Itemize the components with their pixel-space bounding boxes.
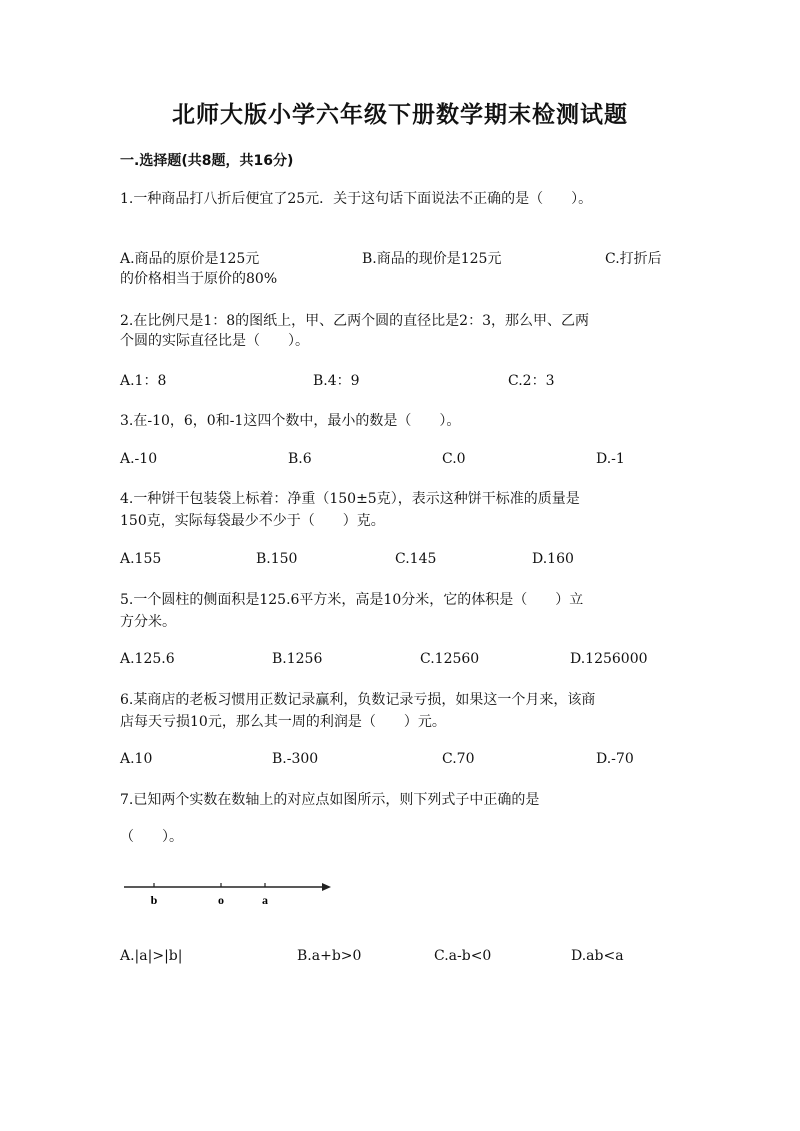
- question-3-stem: 3.在-10，6，0和-1这四个数中，最小的数是（ ）。: [120, 413, 461, 429]
- question-4-option-d[interactable]: D.160: [532, 551, 574, 567]
- question-7-option-c[interactable]: C.a-b<0: [434, 948, 492, 964]
- question-7-option-b[interactable]: B.a+b>0: [297, 948, 362, 964]
- question-7-stem-line-1: 7.已知两个实数在数轴上的对应点如图所示，则下列式子中正确的是: [120, 792, 540, 808]
- question-2-stem-line-2: 个圆的实际直径比是（ ）。: [120, 333, 309, 349]
- question-6-option-a[interactable]: A.10: [120, 751, 153, 767]
- label-a: a: [262, 893, 268, 907]
- question-1-option-b[interactable]: B.商品的现价是125元: [362, 251, 502, 267]
- question-1-option-c[interactable]: C.打折后: [605, 251, 662, 267]
- question-5-option-a[interactable]: A.125.6: [120, 651, 175, 667]
- question-4-option-a[interactable]: A.155: [120, 551, 162, 567]
- question-4-stem-line-2: 150克，实际每袋最少不少于（ ）克。: [120, 513, 385, 529]
- question-2-option-a[interactable]: A.1：8: [120, 373, 167, 389]
- question-6-option-d[interactable]: D.-70: [596, 751, 634, 767]
- question-4-option-b[interactable]: B.150: [256, 551, 298, 567]
- question-5-stem-line-2: 方分米。: [120, 614, 176, 630]
- question-1-option-a[interactable]: A.商品的原价是125元: [120, 251, 260, 267]
- question-6-option-b[interactable]: B.-300: [272, 751, 319, 767]
- question-5-stem-line-1: 5.一个圆柱的侧面积是125.6平方米，高是10分米，它的体积是（ ）立: [120, 592, 584, 608]
- number-line-figure: [120, 875, 340, 915]
- question-2-option-c[interactable]: C.2：3: [508, 373, 555, 389]
- arrow-right-icon: [322, 883, 331, 891]
- question-5-option-d[interactable]: D.1256000: [570, 651, 648, 667]
- question-5-option-b[interactable]: B.1256: [272, 651, 323, 667]
- question-3-option-a[interactable]: A.-10: [120, 451, 158, 467]
- question-7-option-d[interactable]: D.ab<a: [571, 948, 624, 964]
- label-b: b: [150, 893, 158, 907]
- question-5-option-c[interactable]: C.12560: [420, 651, 480, 667]
- question-3-option-d[interactable]: D.-1: [596, 451, 625, 467]
- page-title: 北师大版小学六年级下册数学期末检测试题: [172, 102, 628, 128]
- question-4-option-c[interactable]: C.145: [395, 551, 437, 567]
- question-2-stem-line-1: 2.在比例尺是1：8的图纸上，甲、乙两个圆的直径比是2：3，那么甲、乙两: [120, 313, 589, 329]
- question-3-option-c[interactable]: C.0: [442, 451, 466, 467]
- question-1-option-c-continued: 的价格相当于原价的80%: [120, 271, 278, 287]
- question-2-option-b[interactable]: B.4：9: [313, 373, 360, 389]
- question-3-option-b[interactable]: B.6: [288, 451, 312, 467]
- question-7-option-a[interactable]: A.|a|>|b|: [120, 948, 183, 964]
- question-1-stem: 1.一种商品打八折后便宜了25元．关于这句话下面说法不正确的是（ ）。: [120, 191, 593, 207]
- label-o: o: [218, 893, 224, 907]
- question-4-stem-line-1: 4.一种饼干包装袋上标着：净重（150±5克），表示这种饼干标准的质量是: [120, 491, 580, 507]
- section-heading: 一.选择题(共8题，共16分): [120, 153, 294, 169]
- question-7-stem-line-2: （ ）。: [120, 829, 183, 845]
- question-6-option-c[interactable]: C.70: [442, 751, 475, 767]
- question-6-stem-line-2: 店每天亏损10元，那么其一周的利润是（ ）元。: [120, 714, 446, 730]
- question-6-stem-line-1: 6.某商店的老板习惯用正数记录赢利，负数记录亏损，如果这一个月来，该商: [120, 692, 596, 708]
